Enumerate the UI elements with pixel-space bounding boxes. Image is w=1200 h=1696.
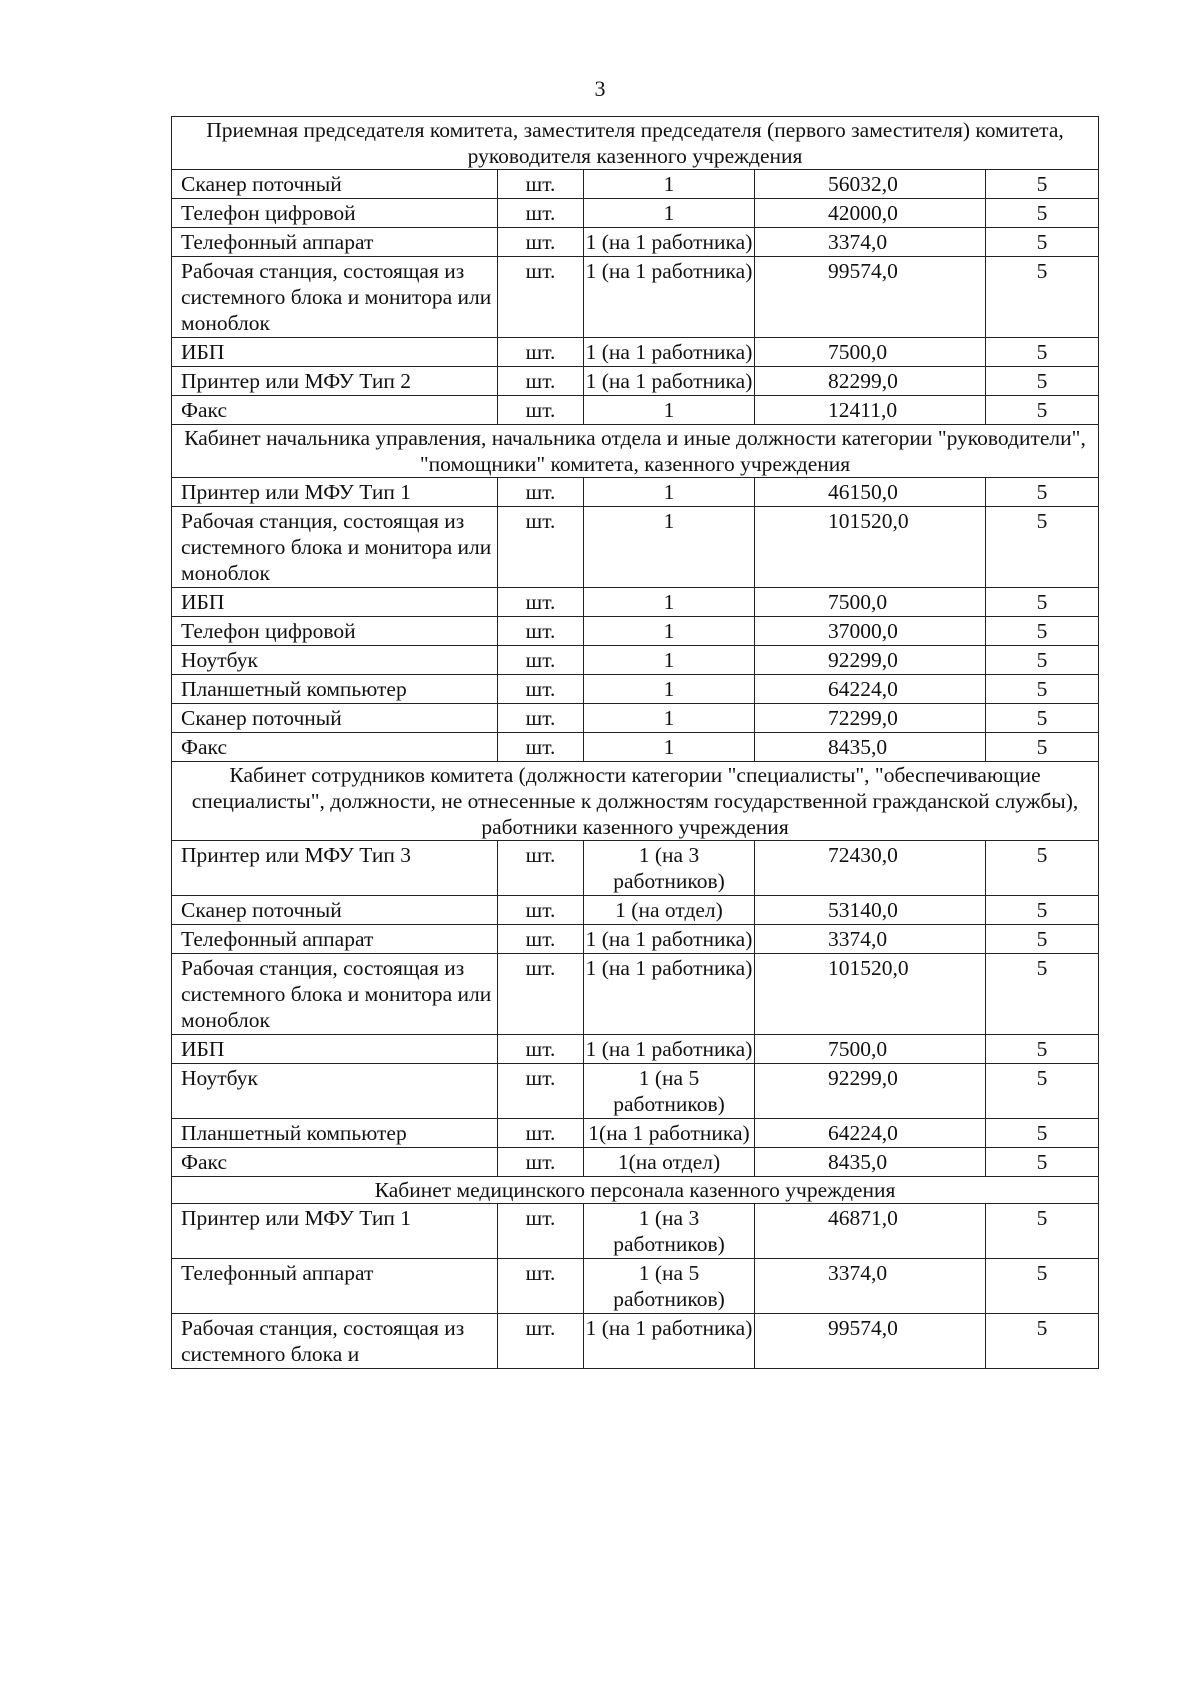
service-life-cell: 5 <box>986 954 1099 1035</box>
quantity-cell: 1 <box>584 733 755 762</box>
unit-cell: шт. <box>498 1148 584 1177</box>
quantity-cell: 1 (на 1 работника) <box>584 367 755 396</box>
item-name-cell: Ноутбук <box>172 646 498 675</box>
price-cell: 8435,0 <box>755 733 986 762</box>
quantity-cell: 1 (на 1 работника) <box>584 338 755 367</box>
item-name-cell: ИБП <box>172 1035 498 1064</box>
section-title: Приемная председателя комитета, заместителя председателя (первого заместителя) комитета, руководителя казенного учреждения <box>172 117 1099 170</box>
service-life-cell: 5 <box>986 396 1099 425</box>
service-life-cell: 5 <box>986 675 1099 704</box>
unit-cell: шт. <box>498 367 584 396</box>
unit-cell: шт. <box>498 704 584 733</box>
price-cell: 82299,0 <box>755 367 986 396</box>
unit-cell: шт. <box>498 1035 584 1064</box>
item-name-cell: Принтер или МФУ Тип 1 <box>172 1204 498 1259</box>
price-cell: 101520,0 <box>755 954 986 1035</box>
table-row <box>172 199 1099 228</box>
section-title: Кабинет сотрудников комитета (должности категории "специалисты", "обеспечивающие специалисты", должности, не отнесенные к должностям государственной гражданской службы), работники казенного учреждения <box>172 762 1099 841</box>
unit-cell: шт. <box>498 1204 584 1259</box>
item-name-cell: Факс <box>172 396 498 425</box>
item-name-cell: Сканер поточный <box>172 170 498 199</box>
service-life-cell: 5 <box>986 925 1099 954</box>
item-name-cell: Рабочая станция, состоящая из системного блока и <box>172 1314 498 1369</box>
price-cell: 53140,0 <box>755 896 986 925</box>
unit-cell: шт. <box>498 396 584 425</box>
service-life-cell: 5 <box>986 367 1099 396</box>
quantity-cell: 1 (на отдел) <box>584 896 755 925</box>
table-row <box>172 396 1099 425</box>
price-cell: 64224,0 <box>755 1119 986 1148</box>
unit-cell: шт. <box>498 925 584 954</box>
unit-cell: шт. <box>498 733 584 762</box>
quantity-cell: 1 (на 1 работника) <box>584 925 755 954</box>
service-life-cell: 5 <box>986 507 1099 588</box>
item-name-cell: ИБП <box>172 338 498 367</box>
quantity-cell: 1(на отдел) <box>584 1148 755 1177</box>
unit-cell: шт. <box>498 170 584 199</box>
item-name-cell: ИБП <box>172 588 498 617</box>
service-life-cell: 5 <box>986 199 1099 228</box>
item-name-cell: Принтер или МФУ Тип 2 <box>172 367 498 396</box>
page-number: 3 <box>594 76 606 101</box>
unit-cell: шт. <box>498 841 584 896</box>
item-name-cell: Факс <box>172 1148 498 1177</box>
service-life-cell: 5 <box>986 1035 1099 1064</box>
service-life-cell: 5 <box>986 588 1099 617</box>
service-life-cell: 5 <box>986 338 1099 367</box>
price-cell: 101520,0 <box>755 507 986 588</box>
item-name-cell: Планшетный компьютер <box>172 675 498 704</box>
section-header-row <box>172 425 1099 478</box>
quantity-cell: 1 (на 1 работника) <box>584 228 755 257</box>
price-cell: 7500,0 <box>755 1035 986 1064</box>
price-cell: 92299,0 <box>755 646 986 675</box>
section-header-row <box>172 1177 1099 1204</box>
quantity-cell: 1 (на 1 работника) <box>584 1035 755 1064</box>
table-row <box>172 1148 1099 1177</box>
price-cell: 42000,0 <box>755 199 986 228</box>
unit-cell: шт. <box>498 338 584 367</box>
unit-cell: шт. <box>498 588 584 617</box>
table-row <box>172 367 1099 396</box>
item-name-cell: Телефонный аппарат <box>172 925 498 954</box>
table-row <box>172 170 1099 199</box>
service-life-cell: 5 <box>986 896 1099 925</box>
quantity-cell: 1 (на 3 работников) <box>584 841 755 896</box>
quantity-cell: 1 <box>584 478 755 507</box>
service-life-cell: 5 <box>986 1204 1099 1259</box>
unit-cell: шт. <box>498 1259 584 1314</box>
price-cell: 46871,0 <box>755 1204 986 1259</box>
quantity-cell: 1 <box>584 199 755 228</box>
table-row <box>172 588 1099 617</box>
price-cell: 7500,0 <box>755 588 986 617</box>
section-title: Кабинет начальника управления, начальника отдела и иные должности категории "руководители", "помощники" комитета, казенного учреждения <box>172 425 1099 478</box>
table-row <box>172 1204 1099 1259</box>
service-life-cell: 5 <box>986 1119 1099 1148</box>
table-row <box>172 733 1099 762</box>
quantity-cell: 1 <box>584 588 755 617</box>
price-cell: 92299,0 <box>755 1064 986 1119</box>
item-name-cell: Телефон цифровой <box>172 199 498 228</box>
service-life-cell: 5 <box>986 733 1099 762</box>
service-life-cell: 5 <box>986 228 1099 257</box>
table-row <box>172 896 1099 925</box>
unit-cell: шт. <box>498 675 584 704</box>
service-life-cell: 5 <box>986 1148 1099 1177</box>
service-life-cell: 5 <box>986 704 1099 733</box>
quantity-cell: 1 (на 1 работника) <box>584 954 755 1035</box>
service-life-cell: 5 <box>986 170 1099 199</box>
unit-cell: шт. <box>498 1119 584 1148</box>
service-life-cell: 5 <box>986 478 1099 507</box>
table-row <box>172 478 1099 507</box>
service-life-cell: 5 <box>986 257 1099 338</box>
table-row <box>172 617 1099 646</box>
unit-cell: шт. <box>498 1064 584 1119</box>
service-life-cell: 5 <box>986 841 1099 896</box>
table-row <box>172 646 1099 675</box>
quantity-cell: 1 (на 1 работника) <box>584 257 755 338</box>
price-cell: 72430,0 <box>755 841 986 896</box>
item-name-cell: Факс <box>172 733 498 762</box>
section-header-row <box>172 762 1099 841</box>
quantity-cell: 1 (на 1 работника) <box>584 1314 755 1369</box>
item-name-cell: Телефонный аппарат <box>172 228 498 257</box>
quantity-cell: 1(на 1 работника) <box>584 1119 755 1148</box>
price-cell: 99574,0 <box>755 1314 986 1369</box>
table-row <box>172 925 1099 954</box>
quantity-cell: 1 (на 3 работников) <box>584 1204 755 1259</box>
table-row <box>172 1064 1099 1119</box>
unit-cell: шт. <box>498 507 584 588</box>
section-title: Кабинет медицинского персонала казенного учреждения <box>172 1177 1099 1204</box>
table-row <box>172 338 1099 367</box>
service-life-cell: 5 <box>986 617 1099 646</box>
item-name-cell: Сканер поточный <box>172 704 498 733</box>
price-cell: 3374,0 <box>755 1259 986 1314</box>
table-row <box>172 257 1099 338</box>
unit-cell: шт. <box>498 617 584 646</box>
price-cell: 56032,0 <box>755 170 986 199</box>
item-name-cell: Ноутбук <box>172 1064 498 1119</box>
table-row <box>172 1035 1099 1064</box>
item-name-cell: Рабочая станция, состоящая из системного блока и монитора или моноблок <box>172 257 498 338</box>
quantity-cell: 1 <box>584 507 755 588</box>
table-row <box>172 841 1099 896</box>
table-row <box>172 1314 1099 1369</box>
quantity-cell: 1 (на 5 работников) <box>584 1064 755 1119</box>
item-name-cell: Телефон цифровой <box>172 617 498 646</box>
table-row <box>172 507 1099 588</box>
table-row <box>172 1259 1099 1314</box>
unit-cell: шт. <box>498 257 584 338</box>
item-name-cell: Принтер или МФУ Тип 3 <box>172 841 498 896</box>
equipment-table <box>171 116 1099 1369</box>
item-name-cell: Планшетный компьютер <box>172 1119 498 1148</box>
table-row <box>172 1119 1099 1148</box>
price-cell: 3374,0 <box>755 228 986 257</box>
quantity-cell: 1 <box>584 675 755 704</box>
item-name-cell: Телефонный аппарат <box>172 1259 498 1314</box>
unit-cell: шт. <box>498 896 584 925</box>
unit-cell: шт. <box>498 646 584 675</box>
unit-cell: шт. <box>498 228 584 257</box>
unit-cell: шт. <box>498 1314 584 1369</box>
quantity-cell: 1 <box>584 396 755 425</box>
table-row <box>172 228 1099 257</box>
price-cell: 64224,0 <box>755 675 986 704</box>
unit-cell: шт. <box>498 199 584 228</box>
service-life-cell: 5 <box>986 646 1099 675</box>
item-name-cell: Сканер поточный <box>172 896 498 925</box>
price-cell: 12411,0 <box>755 396 986 425</box>
equipment-table-body <box>172 117 1099 1369</box>
item-name-cell: Рабочая станция, состоящая из системного блока и монитора или моноблок <box>172 507 498 588</box>
price-cell: 99574,0 <box>755 257 986 338</box>
service-life-cell: 5 <box>986 1064 1099 1119</box>
table-row <box>172 704 1099 733</box>
unit-cell: шт. <box>498 954 584 1035</box>
price-cell: 3374,0 <box>755 925 986 954</box>
table-row <box>172 675 1099 704</box>
quantity-cell: 1 (на 5 работников) <box>584 1259 755 1314</box>
item-name-cell: Принтер или МФУ Тип 1 <box>172 478 498 507</box>
quantity-cell: 1 <box>584 617 755 646</box>
price-cell: 37000,0 <box>755 617 986 646</box>
table-row <box>172 954 1099 1035</box>
quantity-cell: 1 <box>584 170 755 199</box>
price-cell: 7500,0 <box>755 338 986 367</box>
service-life-cell: 5 <box>986 1259 1099 1314</box>
quantity-cell: 1 <box>584 704 755 733</box>
item-name-cell: Рабочая станция, состоящая из системного блока и монитора или моноблок <box>172 954 498 1035</box>
price-cell: 72299,0 <box>755 704 986 733</box>
quantity-cell: 1 <box>584 646 755 675</box>
price-cell: 8435,0 <box>755 1148 986 1177</box>
price-cell: 46150,0 <box>755 478 986 507</box>
service-life-cell: 5 <box>986 1314 1099 1369</box>
unit-cell: шт. <box>498 478 584 507</box>
section-header-row <box>172 117 1099 170</box>
